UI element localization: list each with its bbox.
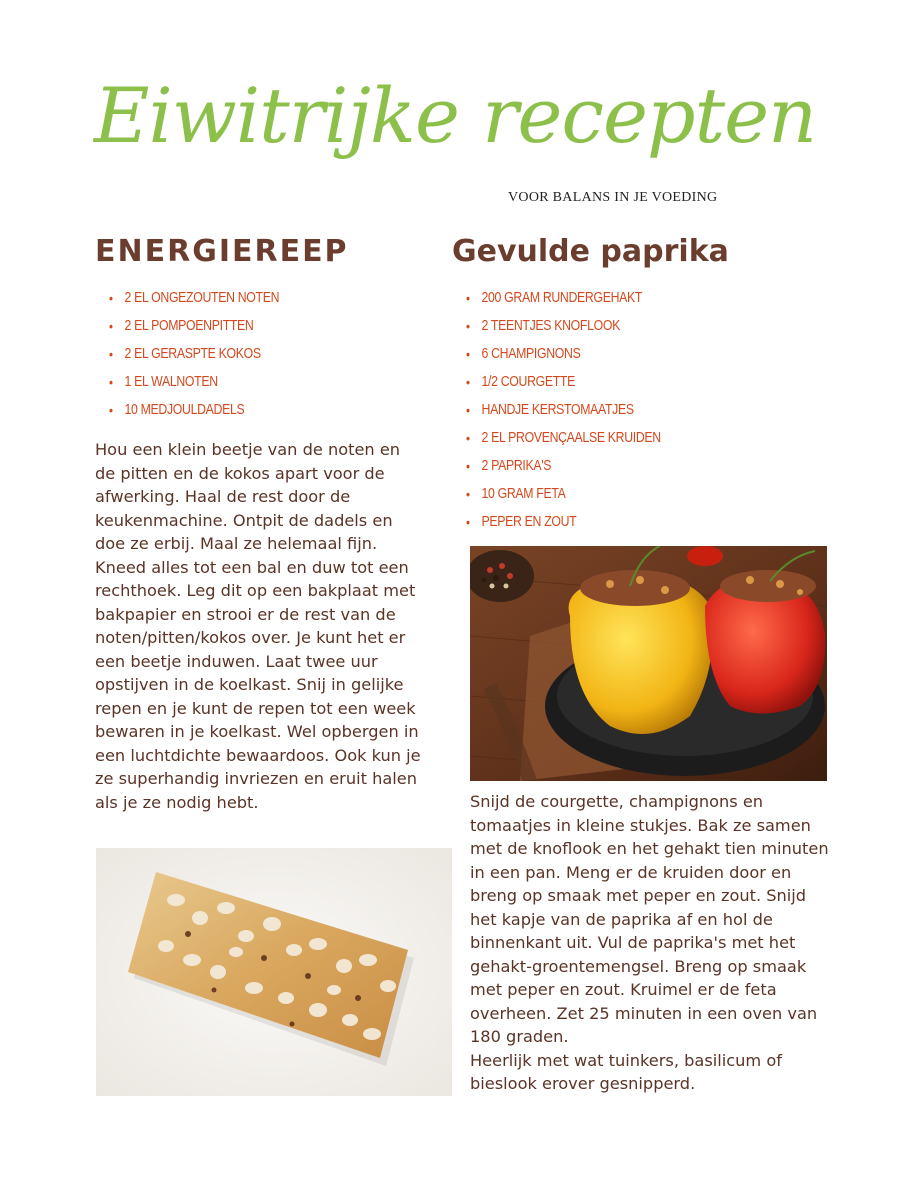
ingredient-item: • 2 PAPRIKA'S [452,452,764,480]
serving-tip: Heerlijk met wat tuinkers, basilicum of bieslook erover gesnipperd. [470,1050,782,1093]
ingredient-item: • 10 GRAM FETA [452,480,764,508]
recipe-title: Gevulde paprika [452,234,729,269]
ingredient-item: • HANDJE KERSTOMAATJES [452,396,764,424]
ingredient-item: • 200 GRAM RUNDERGEHAKT [452,284,764,312]
ingredient-item: • 10 MEDJOULDADELS [95,396,366,424]
recipe-instructions: Snijd de courgette, champignons en tomaatjes in kleine stukjes. Bak ze samen met de knoflook en het gehakt tien minuten in een pan. Meng er de kruiden door en breng op smaak met peper en zout. Snijd het kapje van de paprika af en hol de binnenkant uit. Vul de paprika's met het gehakt-groentemengsel. Breng op smaak met peper en zout. Kruimel er de feta overheen. Zet 25 minuten in een oven van 180 graden. [470,792,829,1046]
ingredient-item: • 6 CHAMPIGNONS [452,340,764,368]
recipe-instructions: Hou een klein beetje van de noten en de pitten en de kokos apart voor de afwerking. Haal de rest door de keukenmachine. Ontpit de dadels en doe ze erbij. Maal ze helemaal fijn. Kneed alles tot een bal en duw tot een rechthoek. Leg dit op een bakplaat met bakpapier en strooi er de rest van de noten/pitten/kokos over. Je kunt het er een beetje induwen. Laat twee uur opstijven in de koelkast. Snij in gelijke repen en je kunt de repen tot een week bewaren in je koelkast. Wel opbergen in een luchtdichte bewaardoos. Ook kun je ze superhandig invriezen en eruit halen als je ze nodig hebt. [95,440,421,812]
page-subtitle: VOOR BALANS IN JE VOEDING [508,190,718,205]
ingredient-item: • 2 EL PROVENÇAALSE KRUIDEN [452,424,764,452]
ingredient-item: • 2 EL ONGEZOUTEN NOTEN [95,284,366,312]
ingredient-list [452,284,832,536]
ingredient-item: • 2 EL GERASPTE KOKOS [95,340,366,368]
recipe-instructions-block [470,790,830,1096]
recipe-gevulde-paprika [452,232,832,536]
energy-bar-photo [96,848,452,1096]
page-title: Eiwitrijke recepten [94,71,817,160]
ingredient-item: • 2 EL POMPOENPITTEN [95,312,366,340]
ingredient-item: • PEPER EN ZOUT [452,508,764,536]
ingredient-item: • 1 EL WALNOTEN [95,368,366,396]
ingredient-item: • 2 TEENTJES KNOFLOOK [452,312,764,340]
stuffed-peppers-photo [470,546,827,781]
ingredient-list [95,284,425,424]
recipe-energiereep [95,232,425,814]
recipe-title: ENERGIEREEP [95,234,349,269]
ingredient-item: • 1/2 COURGETTE [452,368,764,396]
